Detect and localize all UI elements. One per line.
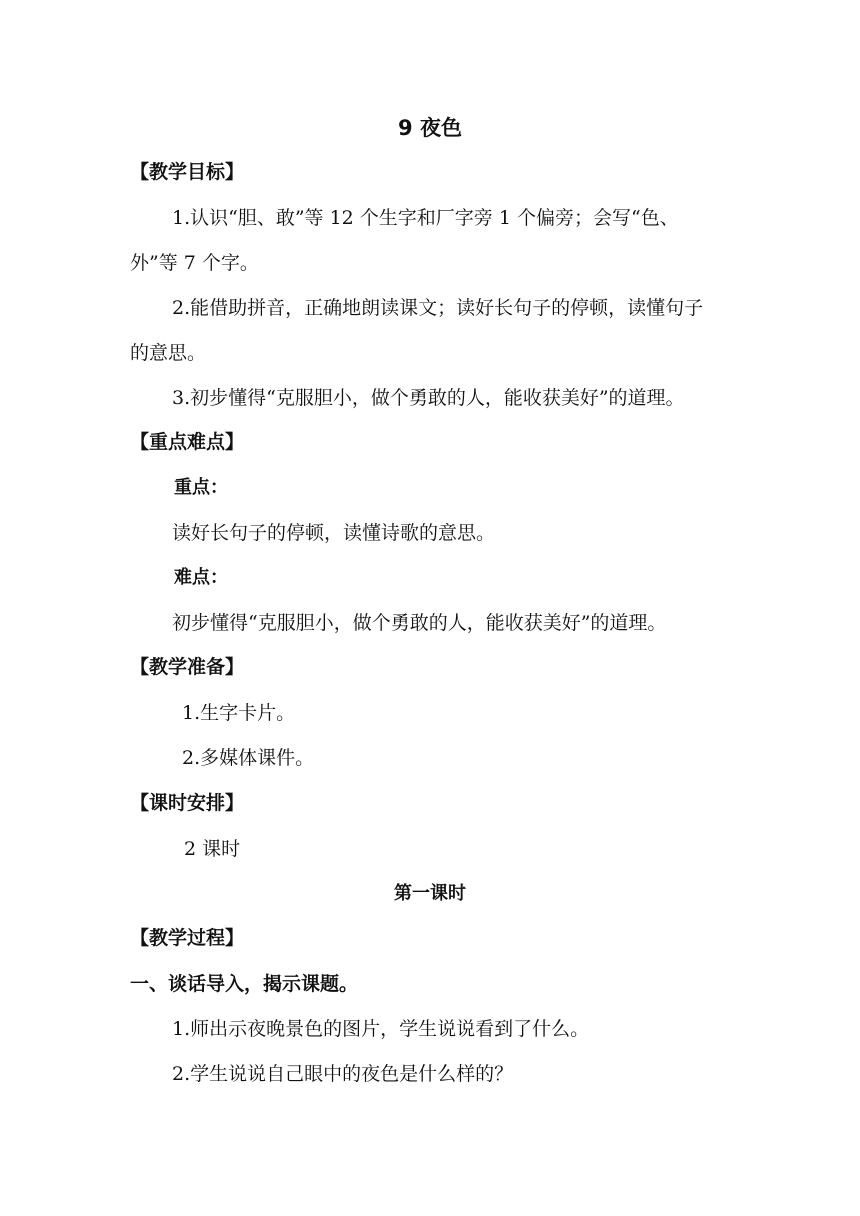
process-step-1-item-1: 1.师出示夜晚景色的图片，学生说说看到了什么。 (172, 1018, 590, 1040)
key-point-text: 读好长句子的停顿，读懂诗歌的意思。 (172, 522, 496, 544)
process-step-1-title: 一、谈话导入，揭示课题。 (130, 973, 359, 995)
difficult-point-text: 初步懂得“克服胆小，做个勇敢的人，能收获美好”的道理。 (172, 612, 667, 634)
page-title: 9 夜色 (398, 116, 462, 140)
objective-1-line-1: 1.认识“胆、敢”等 12 个生字和厂字旁 1 个偏旁；会写“色、 (172, 207, 679, 229)
preparation-item-1: 1.生字卡片。 (182, 702, 296, 724)
preparation-heading: 【教学准备】 (130, 656, 245, 678)
objectives-heading: 【教学目标】 (130, 161, 245, 183)
key-point-label: 重点： (174, 477, 228, 498)
schedule-heading: 【课时安排】 (130, 792, 245, 814)
process-step-1-item-2: 2.学生说说自己眼中的夜色是什么样的？ (172, 1063, 514, 1085)
objective-2-line-1: 2.能借助拼音，正确地朗读课文；读好长句子的停顿，读懂句子 (172, 297, 704, 319)
objective-2-line-2: 的意思。 (130, 342, 207, 364)
objective-1-line-2: 外”等 7 个字。 (130, 252, 259, 274)
difficult-point-label: 难点： (174, 567, 228, 588)
key-points-heading: 【重点难点】 (130, 431, 245, 453)
objective-3: 3.初步懂得“克服胆小，做个勇敢的人，能收获美好”的道理。 (172, 387, 685, 409)
schedule-text: 2 课时 (184, 838, 241, 860)
preparation-item-2: 2.多媒体课件。 (182, 747, 315, 769)
process-heading: 【教学过程】 (130, 927, 245, 949)
lesson-one-title: 第一课时 (394, 883, 466, 904)
